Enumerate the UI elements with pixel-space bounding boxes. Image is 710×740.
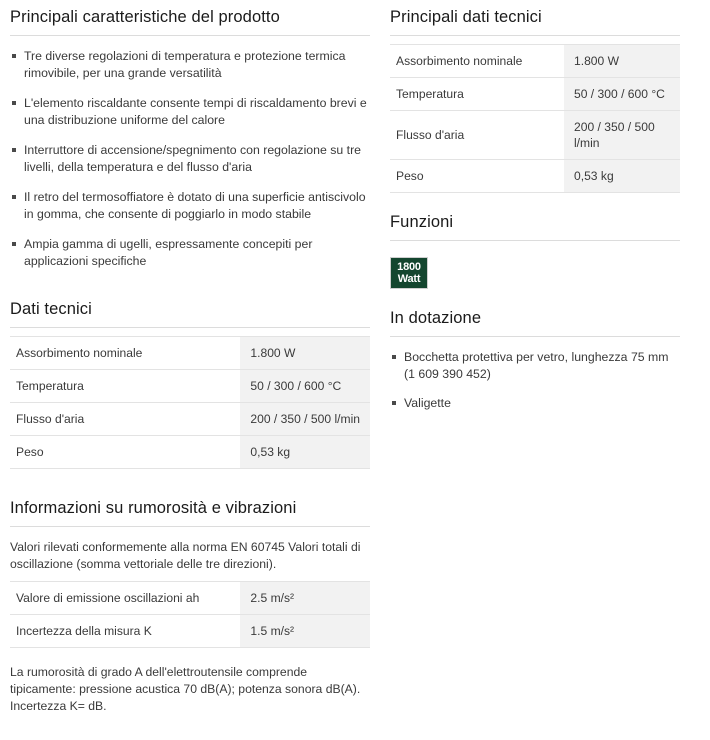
noise-vibration-section xyxy=(10,499,370,715)
feature-text: Tre diverse regolazioni di temperatura e protezione termica rimovibile, per una grande versatilità xyxy=(24,49,346,80)
table-row xyxy=(390,78,680,111)
row-label: Peso xyxy=(396,169,424,183)
badge-line-2: Watt xyxy=(397,273,421,285)
row-value: 0,53 kg xyxy=(240,436,370,469)
noise-table xyxy=(10,581,370,648)
table-row xyxy=(10,582,370,615)
badge-line-1: 1800 xyxy=(397,261,421,273)
table-row xyxy=(10,337,370,370)
square-bullet-icon xyxy=(392,355,396,359)
row-label: Assorbimento nominale xyxy=(396,54,523,68)
row-label: Flusso d'aria xyxy=(16,412,85,426)
feature-text: Interruttore di accensione/spegnimento con regolazione su tre livelli, della temperatura e del flusso d'aria xyxy=(24,143,361,174)
spacer xyxy=(390,289,680,309)
row-label: Temperatura xyxy=(16,379,84,393)
noise-heading: Informazioni su rumorosità e vibrazioni xyxy=(10,499,297,517)
product-features-section xyxy=(10,8,370,270)
right-column xyxy=(380,0,690,412)
spacer xyxy=(390,193,680,213)
technical-data-section xyxy=(10,300,370,469)
feature-text: Ampia gamma di ugelli, espressamente concepiti per applicazioni specifiche xyxy=(24,237,313,268)
list-item xyxy=(390,349,680,383)
list-item xyxy=(390,395,680,412)
main-tech-table xyxy=(390,44,680,193)
row-value: 1.800 W xyxy=(240,337,370,370)
square-bullet-icon xyxy=(392,401,396,405)
tech-data-heading: Dati tecnici xyxy=(10,300,92,318)
functions-badge-row xyxy=(390,241,680,289)
kit-heading: In dotazione xyxy=(390,309,482,327)
included-accessories-section xyxy=(390,309,680,412)
row-label: Flusso d'aria xyxy=(396,128,465,142)
table-row xyxy=(10,403,370,436)
list-item xyxy=(10,95,370,129)
row-value: 2.5 m/s² xyxy=(240,582,370,615)
row-value: 1.800 W xyxy=(564,45,680,78)
square-bullet-icon xyxy=(12,148,16,152)
square-bullet-icon xyxy=(12,101,16,105)
tech-data-table xyxy=(10,336,370,469)
row-label: Valore di emissione oscillazioni ah xyxy=(16,591,200,605)
noise-intro-text: Valori rilevati conformemente alla norma EN 60745 Valori totali di oscillazione (somma vettoriale delle tre direzioni). xyxy=(10,540,361,571)
feature-text: Il retro del termosoffiatore è dotato di una superficie antiscivolo in gomma, che consente di poggiarlo in modo stabile xyxy=(24,190,366,221)
row-value: 50 / 300 / 600 °C xyxy=(564,78,680,111)
kit-text: Valigette xyxy=(404,396,451,410)
row-value: 0,53 kg xyxy=(564,160,680,193)
spacer xyxy=(10,469,370,499)
row-label: Peso xyxy=(16,445,44,459)
table-row xyxy=(10,615,370,648)
row-label: Temperatura xyxy=(396,87,464,101)
table-row xyxy=(10,370,370,403)
table-row xyxy=(390,111,680,160)
features-heading: Principali caratteristiche del prodotto xyxy=(10,8,280,26)
table-row xyxy=(390,45,680,78)
list-item xyxy=(10,142,370,176)
table-row xyxy=(10,436,370,469)
functions-section xyxy=(390,213,680,289)
row-label: Assorbimento nominale xyxy=(16,346,143,360)
features-list xyxy=(10,36,370,270)
heading-divider xyxy=(10,327,370,328)
functions-heading: Funzioni xyxy=(390,213,454,231)
square-bullet-icon xyxy=(12,195,16,199)
heading-divider xyxy=(390,35,680,36)
main-tech-heading: Principali dati tecnici xyxy=(390,8,542,26)
list-item xyxy=(10,236,370,270)
row-value: 1.5 m/s² xyxy=(240,615,370,648)
row-value: 200 / 350 / 500 l/min xyxy=(564,111,680,160)
kit-text: Bocchetta protettiva per vetro, lunghezza 75 mm (1 609 390 452) xyxy=(404,350,669,381)
square-bullet-icon xyxy=(12,54,16,58)
row-label: Incertezza della misura K xyxy=(16,624,152,638)
noise-footnote-text: La rumorosità di grado A dell'elettroutensile comprende tipicamente: pressione acustica 70 dB(A); potenza sonora dB(A). Incertezza K= dB. xyxy=(10,665,361,713)
feature-text: L'elemento riscaldante consente tempi di riscaldamento brevi e una distribuzione uniforme del calore xyxy=(24,96,367,127)
list-item xyxy=(10,48,370,82)
square-bullet-icon xyxy=(12,242,16,246)
row-value: 200 / 350 / 500 l/min xyxy=(240,403,370,436)
kit-list xyxy=(390,337,680,412)
spacer xyxy=(10,270,370,300)
main-technical-data-section xyxy=(390,8,680,193)
list-item xyxy=(10,189,370,223)
wattage-badge-icon xyxy=(390,257,428,289)
table-row xyxy=(390,160,680,193)
row-value: 50 / 300 / 600 °C xyxy=(240,370,370,403)
